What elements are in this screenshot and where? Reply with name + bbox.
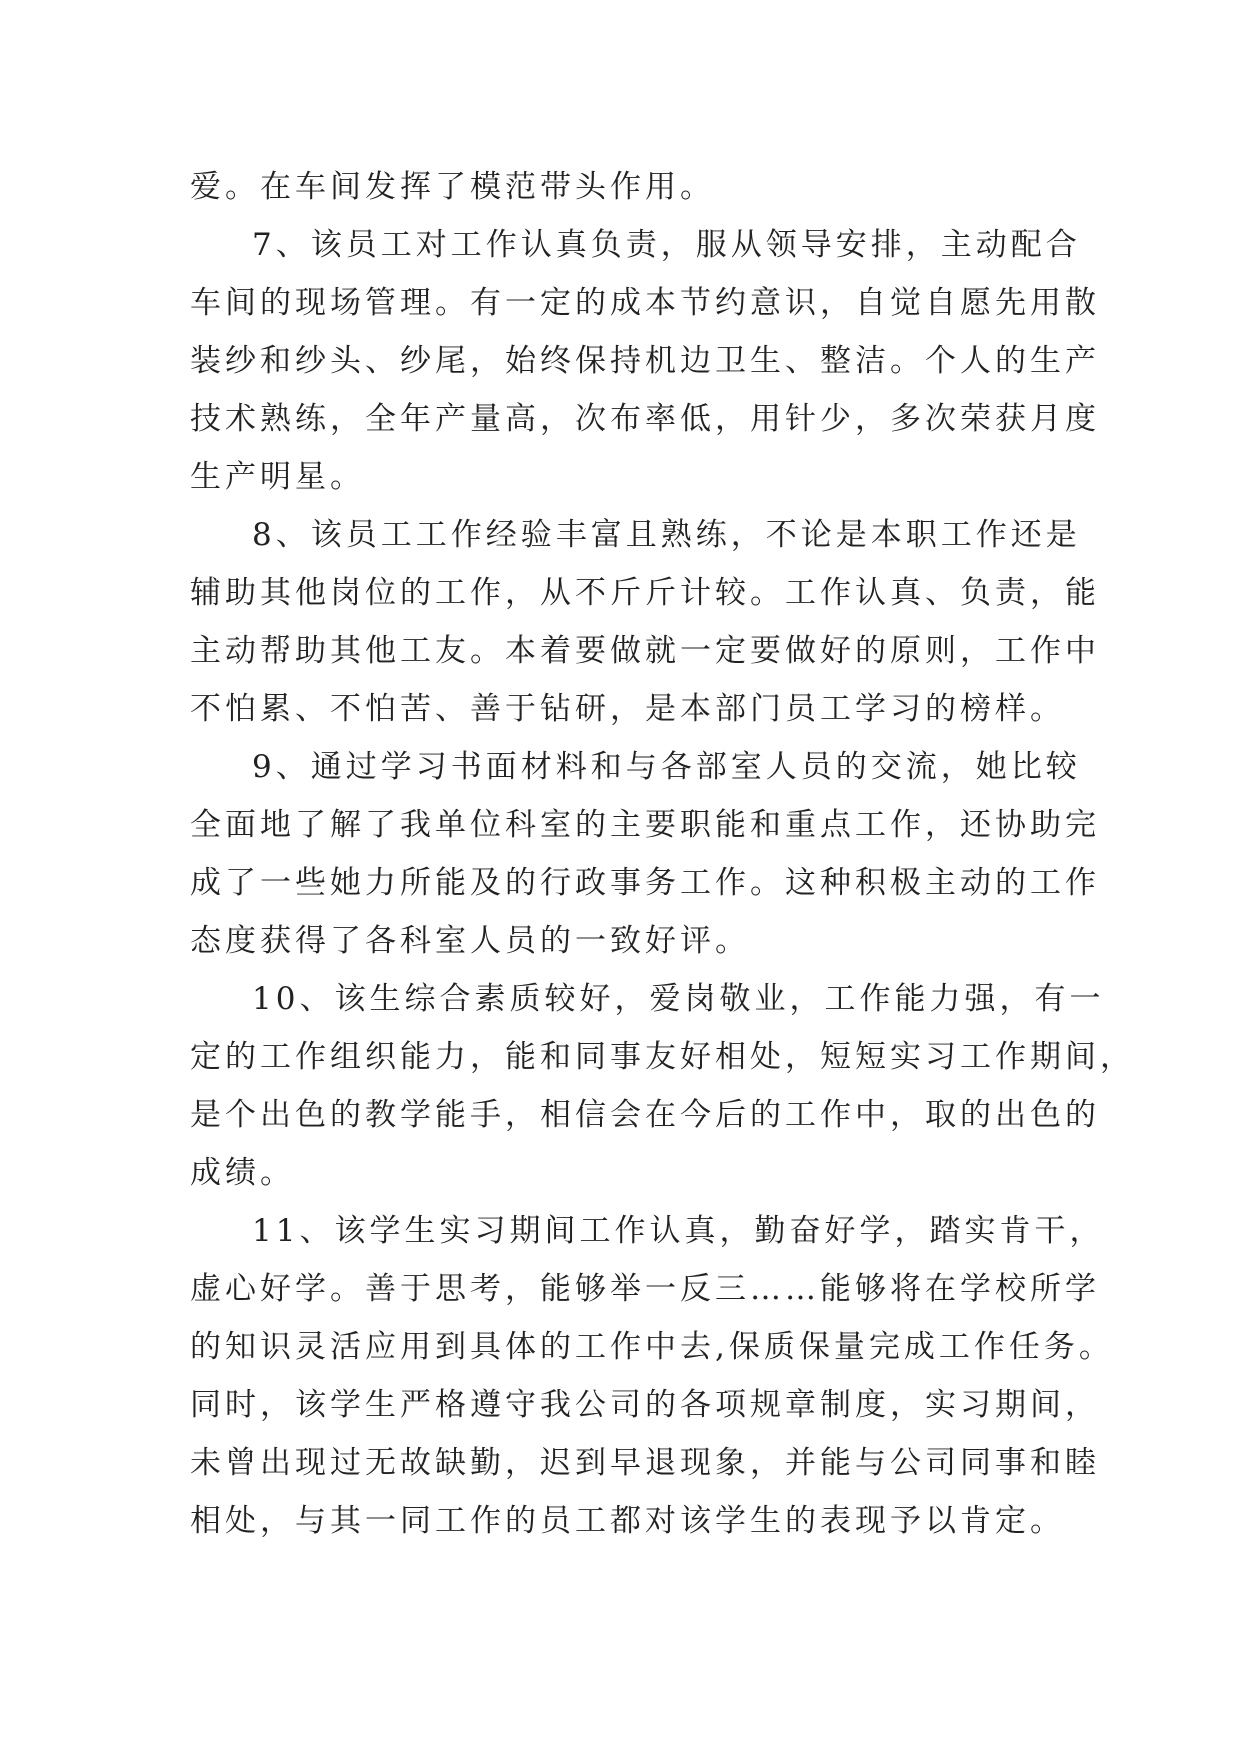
paragraph-8 — [190, 506, 1100, 738]
paragraph-7 — [190, 216, 1100, 506]
paragraph-10 — [190, 970, 1135, 1202]
text-line: 全面地了解了我单位科室的主要职能和重点工作，还协助完 — [190, 807, 1100, 843]
paragraph-6-tail — [190, 158, 1052, 216]
text-line: 辅助其他岗位的工作，从不斤斤计较。工作认真、负责，能 — [190, 575, 1100, 611]
text-line: 11、该学生实习期间工作认真，勤奋好学，踏实肯干， — [252, 1213, 1105, 1249]
text-line: 未曾出现过无故缺勤，迟到早退现象，并能与公司同事和睦 — [190, 1445, 1100, 1481]
text-line: 相处，与其一同工作的员工都对该学生的表现予以肯定。 — [190, 1503, 1065, 1539]
paragraph-11 — [190, 1202, 1114, 1550]
text-line: 定的工作组织能力，能和同事友好相处，短短实习工作期间， — [190, 1039, 1135, 1075]
text-line: 生产明星。 — [190, 459, 365, 495]
text-line: 虚心好学。善于思考，能够举一反三……能够将在学校所学 — [190, 1271, 1100, 1307]
text-line: 成绩。 — [190, 1155, 295, 1191]
text-line: 装纱和纱头、纱尾，始终保持机边卫生、整洁。个人的生产 — [190, 343, 1100, 379]
text-line: 技术熟练，全年产量高，次布率低，用针少，多次荣获月度 — [190, 401, 1100, 437]
text-line: 8、该员工工作经验丰富且熟练，不论是本职工作还是 — [252, 517, 1081, 553]
text-line: 10、该生综合素质较好，爱岗敬业，工作能力强，有一 — [252, 981, 1105, 1017]
document-body — [190, 158, 1135, 1550]
paragraph-9 — [190, 738, 1100, 970]
text-line: 的知识灵活应用到具体的工作中去,保质保量完成工作任务。 — [190, 1329, 1114, 1365]
text-line: 车间的现场管理。有一定的成本节约意识，自觉自愿先用散 — [190, 285, 1100, 321]
text-line: 爱。在车间发挥了模范带头作用。 — [190, 169, 715, 205]
text-line: 9、通过学习书面材料和与各部室人员的交流，她比较 — [252, 749, 1081, 785]
text-line: 7、该员工对工作认真负责，服从领导安排，主动配合 — [252, 227, 1081, 263]
text-line: 主动帮助其他工友。本着要做就一定要做好的原则，工作中 — [190, 633, 1100, 669]
text-line: 同时，该学生严格遵守我公司的各项规章制度，实习期间， — [190, 1387, 1100, 1423]
text-line: 态度获得了各科室人员的一致好评。 — [190, 923, 750, 959]
text-line: 是个出色的教学能手，相信会在今后的工作中，取的出色的 — [190, 1097, 1100, 1133]
text-line: 不怕累、不怕苦、善于钻研，是本部门员工学习的榜样。 — [190, 691, 1065, 727]
text-line: 成了一些她力所能及的行政事务工作。这种积极主动的工作 — [190, 865, 1100, 901]
